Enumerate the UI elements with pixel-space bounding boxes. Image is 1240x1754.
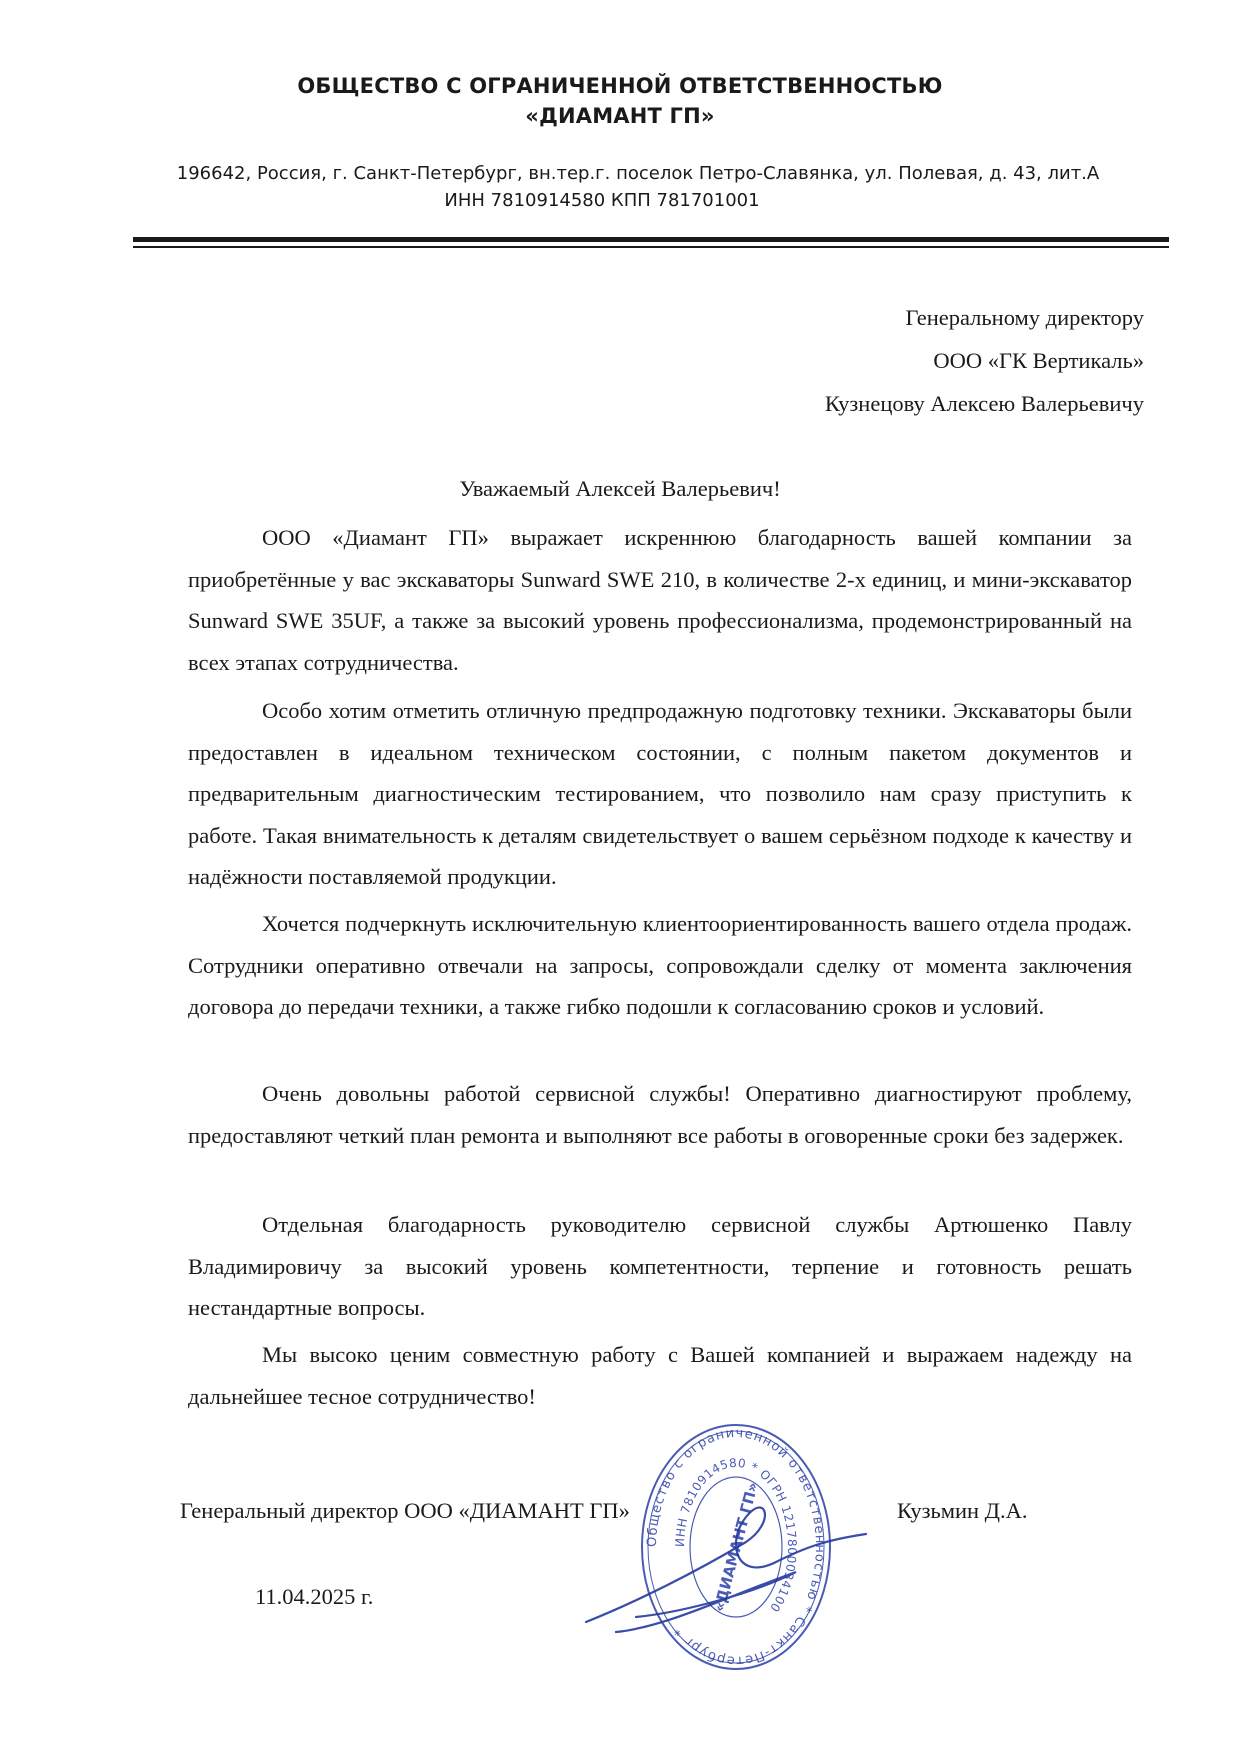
paragraph-4: Очень довольны работой сервисной службы! Оперативно диагностируют проблему, предоставляют четкий план ремонта и выполняют все работы в оговоренные сроки без задержек. [188,1081,1132,1148]
stamp-center-text: «ДИАМАНТ ГП» [710,1480,762,1614]
header-divider-thin [133,246,1169,248]
header-divider-thick [133,237,1169,242]
org-name-line1: ОБЩЕСТВО С ОГРАНИЧЕННОЙ ОТВЕТСТВЕННОСТЬЮ [297,74,943,98]
letter-date: 11.04.2025 г. [255,1584,374,1609]
stamp-outer-text: Общество с ограниченной ответственностью * Санкт-Петербург * [644,1425,828,1669]
addressee-position: Генеральному директору [905,305,1144,330]
paragraph-2: Особо хотим отметить отличную предпродажную подготовку техники. Экскаваторы были предоставлен в идеальном техническом состоянии, с полным пакетом документов и предварительным диагностическим тестированием, что позволило нам сразу приступить к работе. Такая внимательность к деталям свидетельствует о вашем серьёзном подходе к качеству и надёжности поставляемой продукции. [188,698,1132,889]
org-address: 196642, Россия, г. Санкт-Петербург, вн.тер.г. поселок Петро-Славянка, ул. Полевая, д. 43, лит.А [176,163,1100,184]
salutation: Уважаемый Алексей Валерьевич! [459,476,781,501]
paragraph-6: Мы высоко ценим совместную работу с Вашей компанией и выражаем надежду на дальнейшее тесное сотрудничество! [188,1342,1132,1409]
signatory-position: Генеральный директор ООО «ДИАМАНТ ГП» [180,1498,630,1523]
stamp-inner-text: ИНН 7810914580 * ОГРН 1217800034100 [672,1455,800,1615]
paragraph-3: Хочется подчеркнуть исключительную клиентоориентированность вашего отдела продаж. Сотрудники оперативно отвечали на запросы, сопровождали сделку от момента заключения договора до передачи техники, а также гибко подошли к согласованию сроков и условий. [188,911,1132,1019]
org-inn-kpp: ИНН 7810914580 КПП 781701001 [444,190,760,211]
addressee-name: Кузнецову Алексею Валерьевичу [824,391,1144,416]
paragraph-5: Отдельная благодарность руководителю сервисной службы Артюшенко Павлу Владимировичу за высокий уровень компетентности, терпение и готовность решать нестандартные вопросы. [188,1212,1132,1320]
paragraph-1: ООО «Диамант ГП» выражает искреннюю благодарность вашей компании за приобретённые у вас экскаваторы Sunward SWE 210, в количестве 2-х единиц, и мини-экскаватор Sunward SWE 35UF, а также за высокий уровень профессионализма, продемонстрированный на всех этапах сотрудничества. [188,525,1132,675]
addressee-company: ООО «ГК Вертикаль» [933,348,1144,373]
company-seal-stamp [576,1422,896,1672]
org-name-line2: «ДИАМАНТ ГП» [525,104,715,128]
signatory-name: Кузьмин Д.А. [897,1498,1028,1523]
